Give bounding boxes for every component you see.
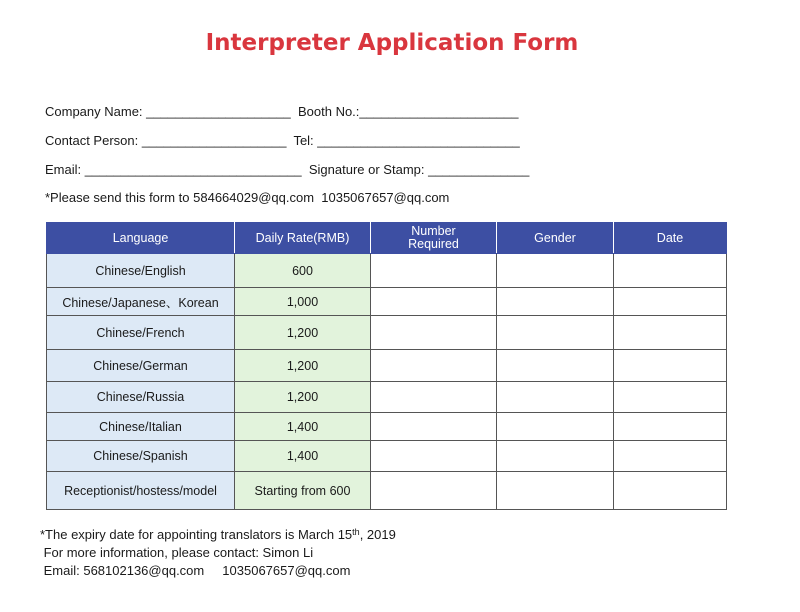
language-cell: Chinese/Japanese、Korean xyxy=(47,288,235,316)
company-name-field[interactable]: Company Name: ____________________ xyxy=(45,104,291,119)
expiry-note: *The expiry date for appointing translators is March 15th, 2019 xyxy=(40,527,396,542)
number-required-cell[interactable] xyxy=(371,254,497,288)
rate-cell: 1,400 xyxy=(235,413,371,441)
rate-cell: 1,400 xyxy=(235,441,371,472)
date-cell[interactable] xyxy=(614,316,727,350)
table-row xyxy=(47,288,727,316)
email-signature-line xyxy=(45,162,529,177)
number-required-cell[interactable] xyxy=(371,382,497,413)
booth-no-field[interactable]: Booth No.:______________________ xyxy=(297,104,519,119)
footer-notes xyxy=(40,526,396,580)
header-number-required: Number Required xyxy=(371,223,497,254)
language-cell: Chinese/English xyxy=(47,254,235,288)
header-gender: Gender xyxy=(497,223,614,254)
tel-field[interactable]: Tel: ____________________________ xyxy=(293,133,520,148)
number-required-cell[interactable] xyxy=(371,441,497,472)
number-required-cell[interactable] xyxy=(371,316,497,350)
language-cell: Chinese/German xyxy=(47,350,235,382)
language-cell: Chinese/Spanish xyxy=(47,441,235,472)
table-header-row xyxy=(47,223,727,254)
header-language: Language xyxy=(47,223,235,254)
gender-cell[interactable] xyxy=(497,254,614,288)
rate-cell: 1,200 xyxy=(235,350,371,382)
gender-cell[interactable] xyxy=(497,350,614,382)
table-row xyxy=(47,316,727,350)
contact-note: For more information, please contact: Simon Li xyxy=(40,545,314,560)
language-cell: Chinese/Russia xyxy=(47,382,235,413)
form-title: Interpreter Application Form xyxy=(205,30,579,56)
contact-person-field[interactable]: Contact Person: ____________________ xyxy=(45,133,287,148)
send-form-note: *Please send this form to 584664029@qq.com 1035067657@qq.com xyxy=(45,190,450,205)
date-cell[interactable] xyxy=(614,350,727,382)
table-row xyxy=(47,382,727,413)
rate-cell: Starting from 600 xyxy=(235,472,371,510)
table-row xyxy=(47,472,727,510)
date-cell[interactable] xyxy=(614,288,727,316)
number-required-cell[interactable] xyxy=(371,350,497,382)
contact-emails: Email: 568102136@qq.com 1035067657@qq.com xyxy=(40,563,351,578)
number-required-cell[interactable] xyxy=(371,472,497,510)
language-cell: Chinese/French xyxy=(47,316,235,350)
rate-cell: 1,000 xyxy=(235,288,371,316)
gender-cell[interactable] xyxy=(497,413,614,441)
language-cell: Chinese/Italian xyxy=(47,413,235,441)
rates-table xyxy=(46,222,727,510)
table-row xyxy=(47,413,727,441)
gender-cell[interactable] xyxy=(497,382,614,413)
header-daily-rate: Daily Rate(RMB) xyxy=(235,223,371,254)
date-cell[interactable] xyxy=(614,472,727,510)
email-field[interactable]: Email: ______________________________ xyxy=(45,162,302,177)
date-cell[interactable] xyxy=(614,382,727,413)
signature-field[interactable]: Signature or Stamp: ______________ xyxy=(308,162,530,177)
number-required-cell[interactable] xyxy=(371,413,497,441)
gender-cell[interactable] xyxy=(497,316,614,350)
company-booth-line xyxy=(45,104,518,119)
date-cell[interactable] xyxy=(614,413,727,441)
rate-cell: 600 xyxy=(235,254,371,288)
date-cell[interactable] xyxy=(614,441,727,472)
gender-cell[interactable] xyxy=(497,288,614,316)
table-row xyxy=(47,254,727,288)
table-row xyxy=(47,441,727,472)
date-cell[interactable] xyxy=(614,254,727,288)
rate-cell: 1,200 xyxy=(235,382,371,413)
contact-tel-line xyxy=(45,133,520,148)
table-row xyxy=(47,350,727,382)
gender-cell[interactable] xyxy=(497,472,614,510)
language-cell: Receptionist/hostess/model xyxy=(47,472,235,510)
number-required-cell[interactable] xyxy=(371,288,497,316)
gender-cell[interactable] xyxy=(497,441,614,472)
header-date: Date xyxy=(614,223,727,254)
rate-cell: 1,200 xyxy=(235,316,371,350)
